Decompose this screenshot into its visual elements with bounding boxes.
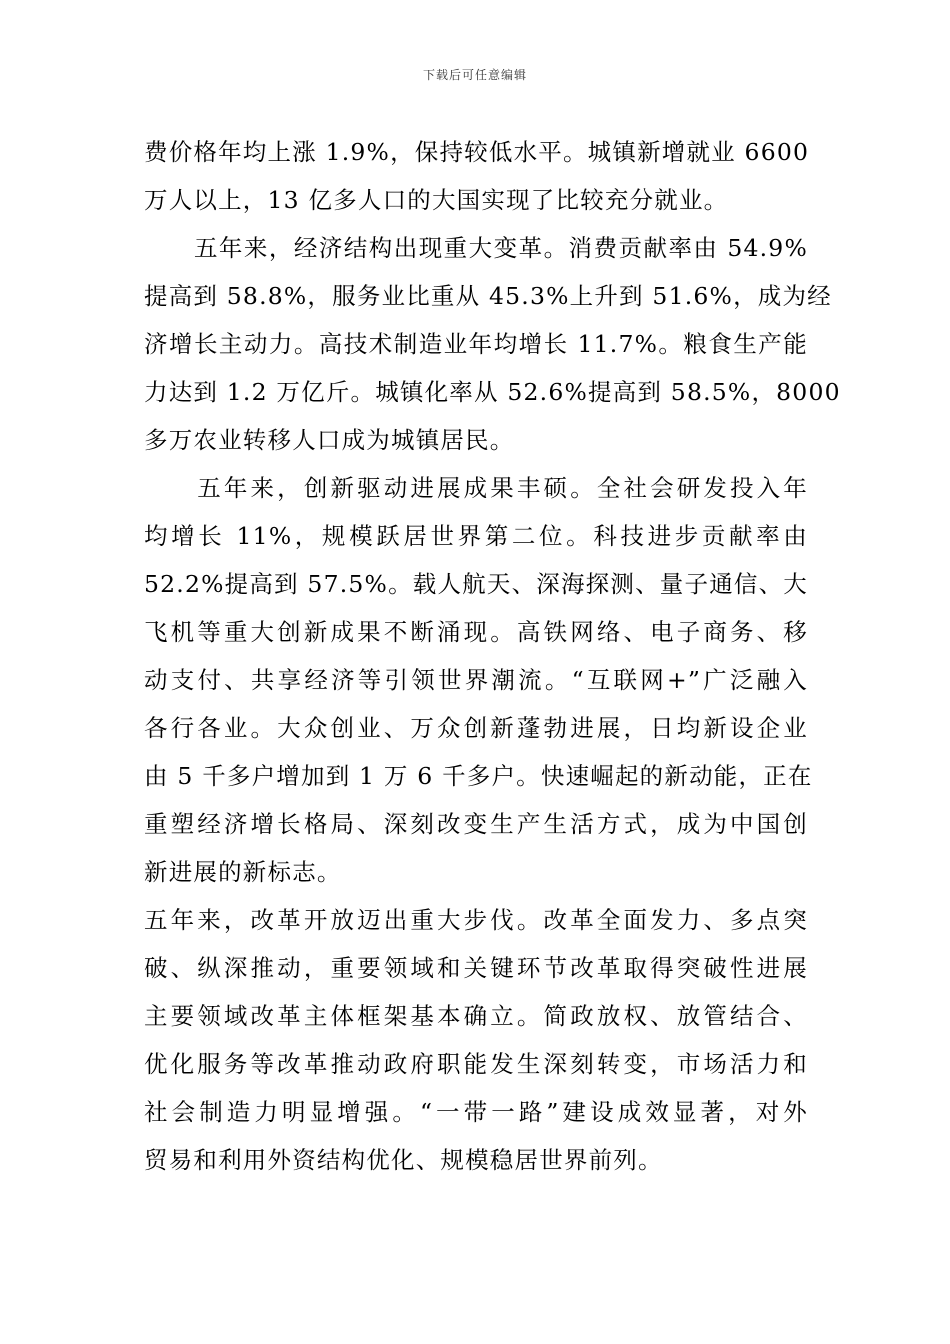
- page-header-note: 下载后可任意编辑: [422, 68, 527, 82]
- text-line: 优化服务等改革推动政府职能发生深刻转变，市场活力和: [144, 1050, 808, 1078]
- text-line: 飞机等重大创新成果不断涌现。高铁网络、电子商务、移: [144, 618, 808, 646]
- text-line: 各行各业。大众创业、万众创新蓬勃进展，日均新设企业: [144, 714, 808, 742]
- text-line: 均增长 11%，规模跃居世界第二位。科技进步贡献率由: [144, 522, 808, 550]
- text-line: 力达到 1.2 万亿斤。城镇化率从 52.6%提高到 58.5%，8000: [144, 378, 841, 406]
- text-line: 贸易和利用外资结构优化、规模稳居世界前列。: [144, 1146, 663, 1174]
- text-line: 五年来，改革开放迈出重大步伐。改革全面发力、多点突: [144, 906, 808, 934]
- paragraph-economic-structure: [144, 224, 841, 464]
- text-line: 52.2%提高到 57.5%。载人航天、深海探测、量子通信、大: [144, 570, 808, 598]
- text-line: 社会制造力明显增强。“一带一路”建设成效显著，对外: [144, 1098, 808, 1126]
- text-line: 破、纵深推动，重要领域和关键环节改革取得突破性进展: [144, 954, 808, 982]
- text-line: 提高到 58.8%，服务业比重从 45.3%上升到 51.6%，成为经: [144, 282, 832, 310]
- text-line: 重塑经济增长格局、深刻改变生产生活方式，成为中国创: [144, 810, 808, 838]
- text-line: 新进展的新标志。: [144, 858, 342, 886]
- document-body: [144, 128, 841, 1184]
- paragraph-prices-employment: [144, 128, 808, 224]
- text-line: 五年来，创新驱动进展成果丰硕。全社会研发投入年: [144, 474, 808, 502]
- text-line: 万人以上，13 亿多人口的大国实现了比较充分就业。: [144, 186, 729, 214]
- paragraph-reform-opening: [144, 896, 808, 1184]
- text-line: 五年来，经济结构出现重大变革。消费贡献率由 54.9%: [144, 234, 808, 262]
- text-line: 动支付、共享经济等引领世界潮流。“互联网+”广泛融入: [144, 666, 808, 694]
- text-line: 由 5 千多户增加到 1 万 6 千多户。快速崛起的新动能，正在: [144, 762, 813, 790]
- text-line: 费价格年均上涨 1.9%，保持较低水平。城镇新增就业 6600: [144, 138, 810, 166]
- text-line: 多万农业转移人口成为城镇居民。: [144, 426, 515, 454]
- paragraph-innovation: [144, 464, 813, 896]
- text-line: 济增长主动力。高技术制造业年均增长 11.7%。粮食生产能: [144, 330, 808, 358]
- text-line: 主要领域改革主体框架基本确立。简政放权、放管结合、: [144, 1002, 808, 1030]
